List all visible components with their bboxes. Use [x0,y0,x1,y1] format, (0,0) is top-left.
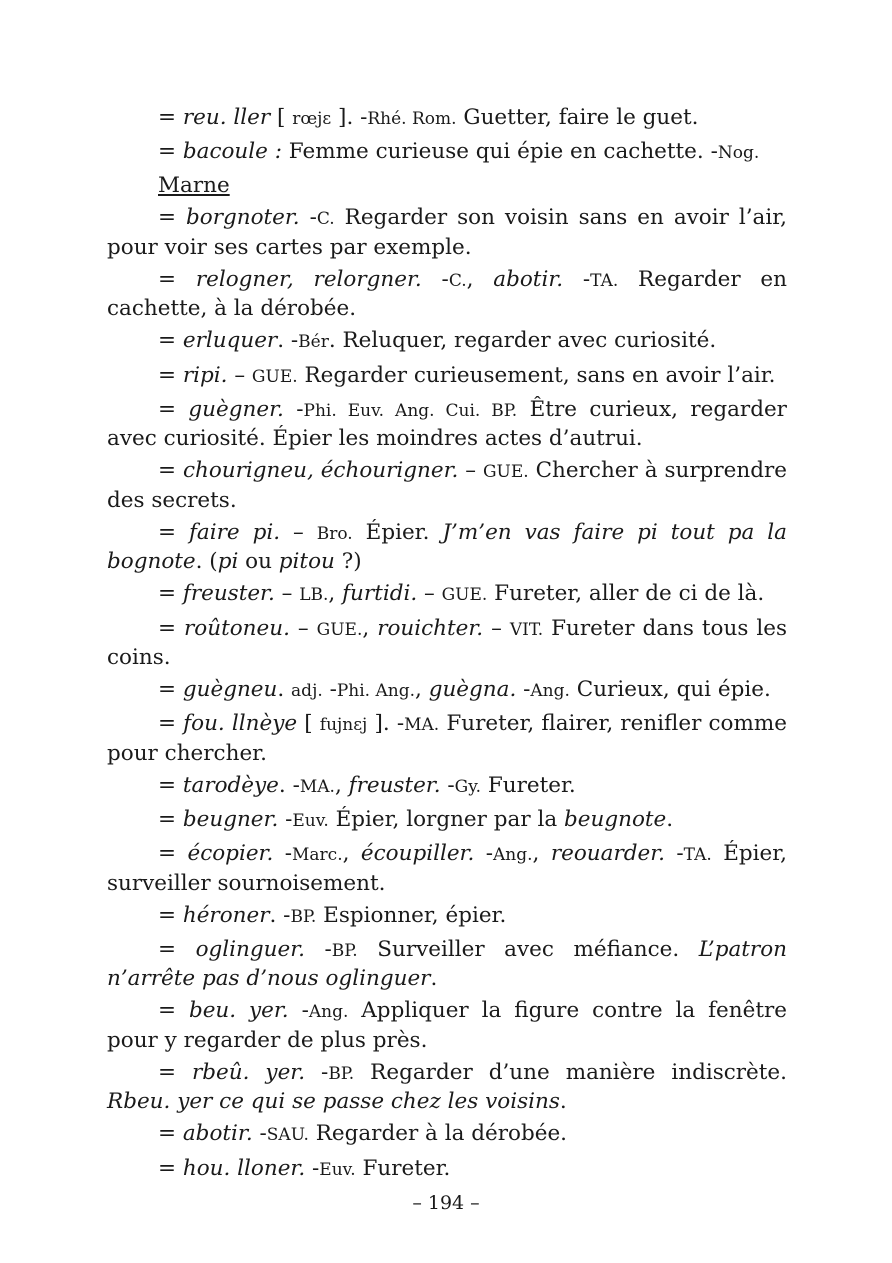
entry-text: = [158,396,189,422]
italic-text: abotir. [182,1121,253,1147]
entry-text: [ [297,711,320,737]
entry-text: – [274,581,300,607]
entry-text: , [415,677,429,703]
entry-text: – [289,615,317,641]
source-abbreviation: GUE. [441,585,488,606]
dictionary-entry [107,772,787,802]
italic-text: pitou [278,549,335,575]
italic-text: reu. ller [182,105,271,130]
entry-text: . - [278,772,300,798]
entry-text: , [334,772,349,798]
entry-text: = [158,615,184,641]
entry-text: Fureter, aller de ci de là. [487,581,765,607]
entry-text: = [158,328,183,354]
italic-text: rbeû. yer. [192,1059,306,1085]
italic-text: furtidi. [342,581,418,607]
source-abbreviation: GUE. [251,366,298,387]
entry-text: Épier, surveiller sournoisement. [107,841,788,896]
dictionary-entry [107,676,787,706]
entry-text: = [158,806,183,832]
entry-text: ou [238,549,279,575]
italic-text: Rbeu. yer ce qui se passe chez les voisins [107,1089,560,1115]
dictionary-entry [107,580,787,610]
dictionary-entry [107,615,787,672]
entry-text: . Reluquer, regarder avec curiosité. [328,328,717,354]
page-number: – 194 – [412,1192,480,1214]
entry-text: - [288,998,309,1024]
entry-text: Appliquer la figure contre la fenêtre pour y regarder de plus près. [107,998,787,1053]
italic-text: roûtoneu. [184,615,290,641]
italic-text: abotir. [493,266,564,292]
dictionary-entry [107,806,787,836]
entry-text: – [458,458,483,484]
entry-text: . [666,806,674,832]
dictionary-entry [107,1059,787,1116]
source-abbreviation: SAU. [266,1125,309,1146]
entry-text: = [158,105,183,130]
source-abbreviation: GUE. [316,619,363,640]
italic-text: faire pi. [188,519,281,545]
italic-text: J’m’en vas faire pi tout pa la bognote [107,519,787,575]
entry-text: – [227,362,252,388]
dictionary-entry [107,362,787,392]
italic-text: freuster. [348,772,441,798]
dictionary-entry [107,138,787,168]
entry-text: = [158,458,183,484]
entry-text: . [277,677,292,703]
entry-text: Fureter dans tous les coins. [107,615,787,671]
entry-text: = [158,841,188,866]
source-abbreviation: MA. [299,776,335,797]
italic-text: freuster. [182,581,275,607]
entry-text: Fureter. [355,1155,451,1181]
entry-text: , [328,581,343,607]
entry-text: . - [269,902,291,928]
entry-text: = [158,936,196,962]
entry-text: - [474,841,494,866]
entry-text: . [559,1089,567,1115]
source-abbreviation: Ang. [530,681,570,702]
italic-text: tarodèye [182,772,279,798]
italic-text: héroner [182,902,270,928]
italic-text: écoupiller. [360,841,475,866]
italic-text: beugner. [182,806,279,832]
entry-text: - [305,1059,329,1085]
dictionary-entry [107,266,787,323]
entry-text: - [299,205,317,231]
source-abbreviation: Euv. [319,1159,356,1180]
source-abbreviation: GUE. [482,462,529,483]
entry-text: – [483,615,510,641]
italic-text: oglinguer. [195,936,305,962]
entry-text: - [252,1121,267,1147]
italic-text: reouarder. [550,841,665,866]
entry-text: Espionner, épier. [316,902,507,928]
entry-text: – [280,519,317,545]
source-abbreviation: Ang. [493,845,533,865]
source-abbreviation: Gy. [454,776,482,797]
entry-text: - [305,1155,320,1181]
entry-text: = [158,139,183,165]
dictionary-entry [107,457,787,514]
source-abbreviation: Phi. Ang. [336,681,416,702]
entry-text: - [304,936,332,962]
section-title: Marne [158,173,230,199]
source-abbreviation: TA. [683,845,712,865]
entry-text: = [158,772,183,798]
entry-text: Regarder curieusement, sans en avoir l’air. [297,362,776,388]
entry-text: = [158,1155,183,1181]
entry-text: Guetter, faire le guet. [456,105,699,130]
entry-text: [ [270,105,293,130]
source-abbreviation: C. [316,209,335,230]
source-abbreviation: Rhé. Rom. [367,109,457,129]
italic-text: fou. llnèye [183,711,298,737]
entry-text: Femme curieuse qui épie en cachette. - [281,139,718,165]
entry-text: - [273,841,293,866]
italic-text: beugnote [564,806,667,832]
entry-text: - [421,266,449,292]
entry-text: Chercher à surprendre des secrets. [107,458,787,513]
italic-text: ripi. [182,362,228,388]
dictionary-entry [107,902,787,932]
entry-text: = [158,362,183,388]
italic-text: beu. yer. [188,998,289,1024]
source-abbreviation: BP. [290,906,317,927]
source-abbreviation: Ang. [308,1002,349,1023]
source-abbreviation: VIT. [509,619,544,640]
entry-text: = [158,677,183,703]
italic-text: bacoule : [182,139,282,165]
entry-text: ]. - [331,105,368,130]
phonetic-text: fujnɛj [319,715,368,736]
italic-text: pi [217,549,239,575]
entry-text: . ( [195,549,218,575]
italic-text: L’patron n’arrête pas d’nous oglinguer [107,936,787,992]
entry-text: – [417,581,442,607]
source-abbreviation: Phi. Euv. Ang. Cui. BP. [303,400,518,421]
italic-text: relogner, relorgner. [195,266,422,292]
entry-text: Regarder d’une manière indiscrète. [354,1059,787,1085]
entry-text: ?) [334,549,362,575]
entry-text: , [532,841,551,866]
dictionary-entry [107,204,787,261]
entry-text: , [362,615,378,641]
source-abbreviation: Bér [298,332,329,353]
source-abbreviation: BP. [331,940,358,961]
entry-text: = [158,998,189,1024]
entry-text: = [158,519,189,545]
entry-text: - [563,266,591,292]
source-abbreviation: Bro. [316,523,353,544]
entry-text: ]. - [367,711,405,737]
entry-text: , [342,841,361,866]
entry-text: Fureter. [481,772,576,798]
document-body [107,104,787,1189]
italic-text: guègner. [188,396,284,422]
dictionary-entry [107,104,787,134]
entry-text: Fureter, flairer, renifler comme pour chercher. [107,711,787,766]
italic-text: guègneu [182,677,278,703]
source-abbreviation: C. [448,270,467,291]
italic-text: écopier. [187,841,274,866]
phonetic-text: rœjɛ [292,109,332,129]
source-abbreviation: LB. [299,585,329,606]
source-abbreviation: Euv. [292,810,329,831]
entry-text: . - [277,328,299,354]
entry-text: - [283,396,304,422]
entry-text: . [430,966,438,992]
entry-text: - [664,841,684,866]
dictionary-entry [107,1155,787,1185]
entry-text: - [440,772,455,798]
section-heading [107,172,787,200]
entry-text: - [516,677,531,703]
source-abbreviation: TA. [590,270,619,291]
italic-text: guègna. [428,677,517,703]
entry-text: = [158,1059,192,1085]
entry-text: - [322,677,337,703]
source-abbreviation: Nog. [717,143,760,164]
dictionary-entry [107,1120,787,1150]
dictionary-entry [107,327,787,357]
source-abbreviation: Marc. [292,845,343,865]
entry-text: Regarder en cachette, à la dérobée. [107,266,787,322]
italic-text: borgnoter. [185,205,300,231]
source-abbreviation: BP. [328,1063,355,1084]
entry-text: Regarder son voisin sans en avoir l’air, pour voir ses cartes par exemple. [107,205,787,260]
dictionary-entry [107,997,787,1054]
italic-text: rouichter. [377,615,484,641]
dictionary-entry [107,519,787,576]
entry-text: - [278,806,293,832]
entry-text: Surveiller avec méfiance. [357,936,699,962]
entry-text: = [158,902,183,928]
entry-text: Épier, lorgner par la [328,806,564,832]
source-abbreviation: adj. [291,681,323,702]
entry-text: Regarder à la dérobée. [308,1121,567,1147]
entry-text: Curieux, qui épie. [569,677,771,703]
entry-text: = [158,1121,183,1147]
entry-text: , [466,266,494,292]
italic-text: hou. lloner. [182,1155,306,1181]
italic-text: erluquer [182,328,278,354]
entry-text: = [158,711,184,737]
dictionary-entry [107,936,787,993]
entry-text: = [158,581,183,607]
entry-text: = [158,266,196,292]
entry-text: Être curieux, regarder avec curiosité. Épier les moindres actes d’autrui. [107,396,787,452]
dictionary-entry [107,396,787,453]
dictionary-entry [107,710,787,767]
entry-text: = [158,205,186,231]
entry-text: Épier. [352,519,443,545]
source-abbreviation: MA. [404,715,440,736]
italic-text: chourigneu, échourigner. [182,458,459,484]
dictionary-entry [107,840,787,897]
